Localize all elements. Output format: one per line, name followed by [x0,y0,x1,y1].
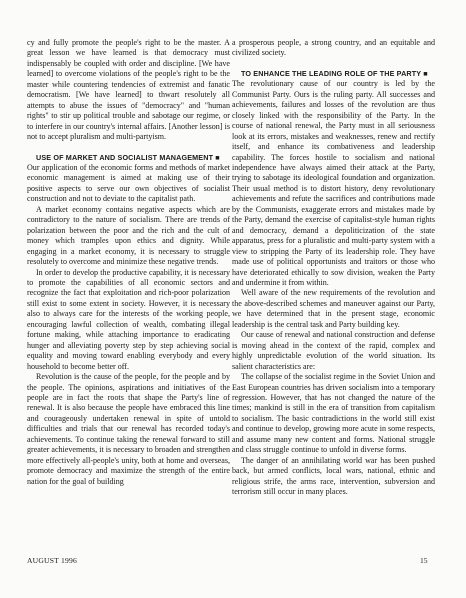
paragraph: The danger of an annihilating world war has been pushed back, but armed conflicts, local wars, national, ethnic and religious strife, the arms race, intervention, subversion and terrorism still occur in many places. [232,455,435,497]
section-heading: USE OF MARKET AND SOCIALIST MANAGEMENT ■ [36,152,220,162]
paragraph: A market economy contains negative aspects which are contradictory to the nature of socialism. There are trends of polarization between the poor and the rich and the cult of money which tramples upon ethics and dignity. While engaging in a market economy, it is necessary to struggle resolutely to overcome and minimize these negative trends. [27,204,230,267]
page-number: 15 [420,556,428,565]
paragraph: Our application of the economic forms and methods of market economic management is aimed at making use of their positive aspects to serve our own objectives of socialist construction and not to deviate to the capitalist path. [27,162,230,204]
paragraph: The collapse of the socialist regime in the Soviet Union and East European countries has driven socialism into a temporary regression. However, that has not changed the nature of the times; mankind is still in the era of transition from capitalism to socialism. The basic contradictions in the world still exist and continue to develop, growing more acute in some respects, and assume many new content and forms. National struggle and class struggle continue to unfold in diverse forms. [232,372,435,455]
paragraph: The revolutionary cause of our country is led by the Communist Party. Ours is the ruling party. All successes and achievements, failures and losses of the revolution are thus closely linked with the responsibility of the Party. In the course of national renewal, the Party must in all seriousness look at its errors, mistakes and weaknesses, renew and rectify itself, and enhance its combativeness and leadership capability. The forces hostile to socialism and national independence have always aimed their attack at the Party, trying to sabotage its ideological foundation and organization. Their usual method is to distort history, deny revolutionary achievements and refute the sacrifices and contributions made by the Communists, exaggerate errors and mistakes made by the Party, demand the exercise of capitalist-style human rights and democracy, demand a depoliticization of the state apparatus, press for a pluralistic and multi-party system with a view to stripping the Party of its leadership role. They have made use of political opportunists and traitors or those who have deteriorated ethically to sow division, weaken the Party and undermine it from within. [232,79,435,287]
section-heading-block [27,153,230,163]
section-heading-block [232,69,435,79]
paragraph: a prosperous people, a strong country, and an equitable and civilized society. [232,38,435,58]
paragraph: In order to develop the productive capability, it is necessary to promote the capabilities of all economic sectors and recognize the fact that exploitation and rich-poor polarization still exist to some extent in society. However, it is necessary also to always care for the interests of the working people, encouraging lawful collection of wealth, combating illegal fortune making, while attaching importance to eradicating hunger and alleviating poverty step by step achieving social equality and moving toward enabling everybody and every household to become better off. [27,267,230,371]
paragraph: Well aware of the new requirements of the revolution and the above-described schemes and maneuver against our Party, we have determined that in the present stage, economic leadership is the central task and Party building key. [232,288,435,329]
left-column [27,38,230,487]
paragraph: Revolution is the cause of the people, for the people and by the people. The opinions, aspirations and initiatives of the people are in fact the roots that shape the Party's line of renewal. It is also because the people have embraced this line and courageously undertaken renewal in spite of untold difficulties and trials that our renewal has recorded today's achievements. To continue taking the renewal forward to still greater achievements, it is necessary to broaden and strengthen more effectively all-people's unity, both at home and overseas, promote democracy and maximize the strength of the entire nation for the goal of building [27,372,230,486]
right-column [232,38,435,497]
footer-date: AUGUST 1996 [27,556,77,565]
paragraph: Our cause of renewal and national construction and defense is moving ahead in the context of the rapid, complex and highly unpredictable evolution of the world situation. Its salient characteristics are: [232,330,435,371]
paragraph: cy and fully promote the people's right to be the master. A great lesson we have learned is that democracy must indispensably be coupled with order and discipline. [We have learned] to overcome violations of the people's right to be the master while countering tendencies of extremist and fanatic democratism. [We have learned] to thwart resolutely all attempts to abuse the issues of "democracy" and "human rights" to stir up political trouble and sabotage our regime, or to interfere in our country's internal affairs. [Another lesson] is not to accept pluralism and multi-partyism. [27,38,230,142]
section-heading: TO ENHANCE THE LEADING ROLE OF THE PARTY ■ [241,68,428,78]
